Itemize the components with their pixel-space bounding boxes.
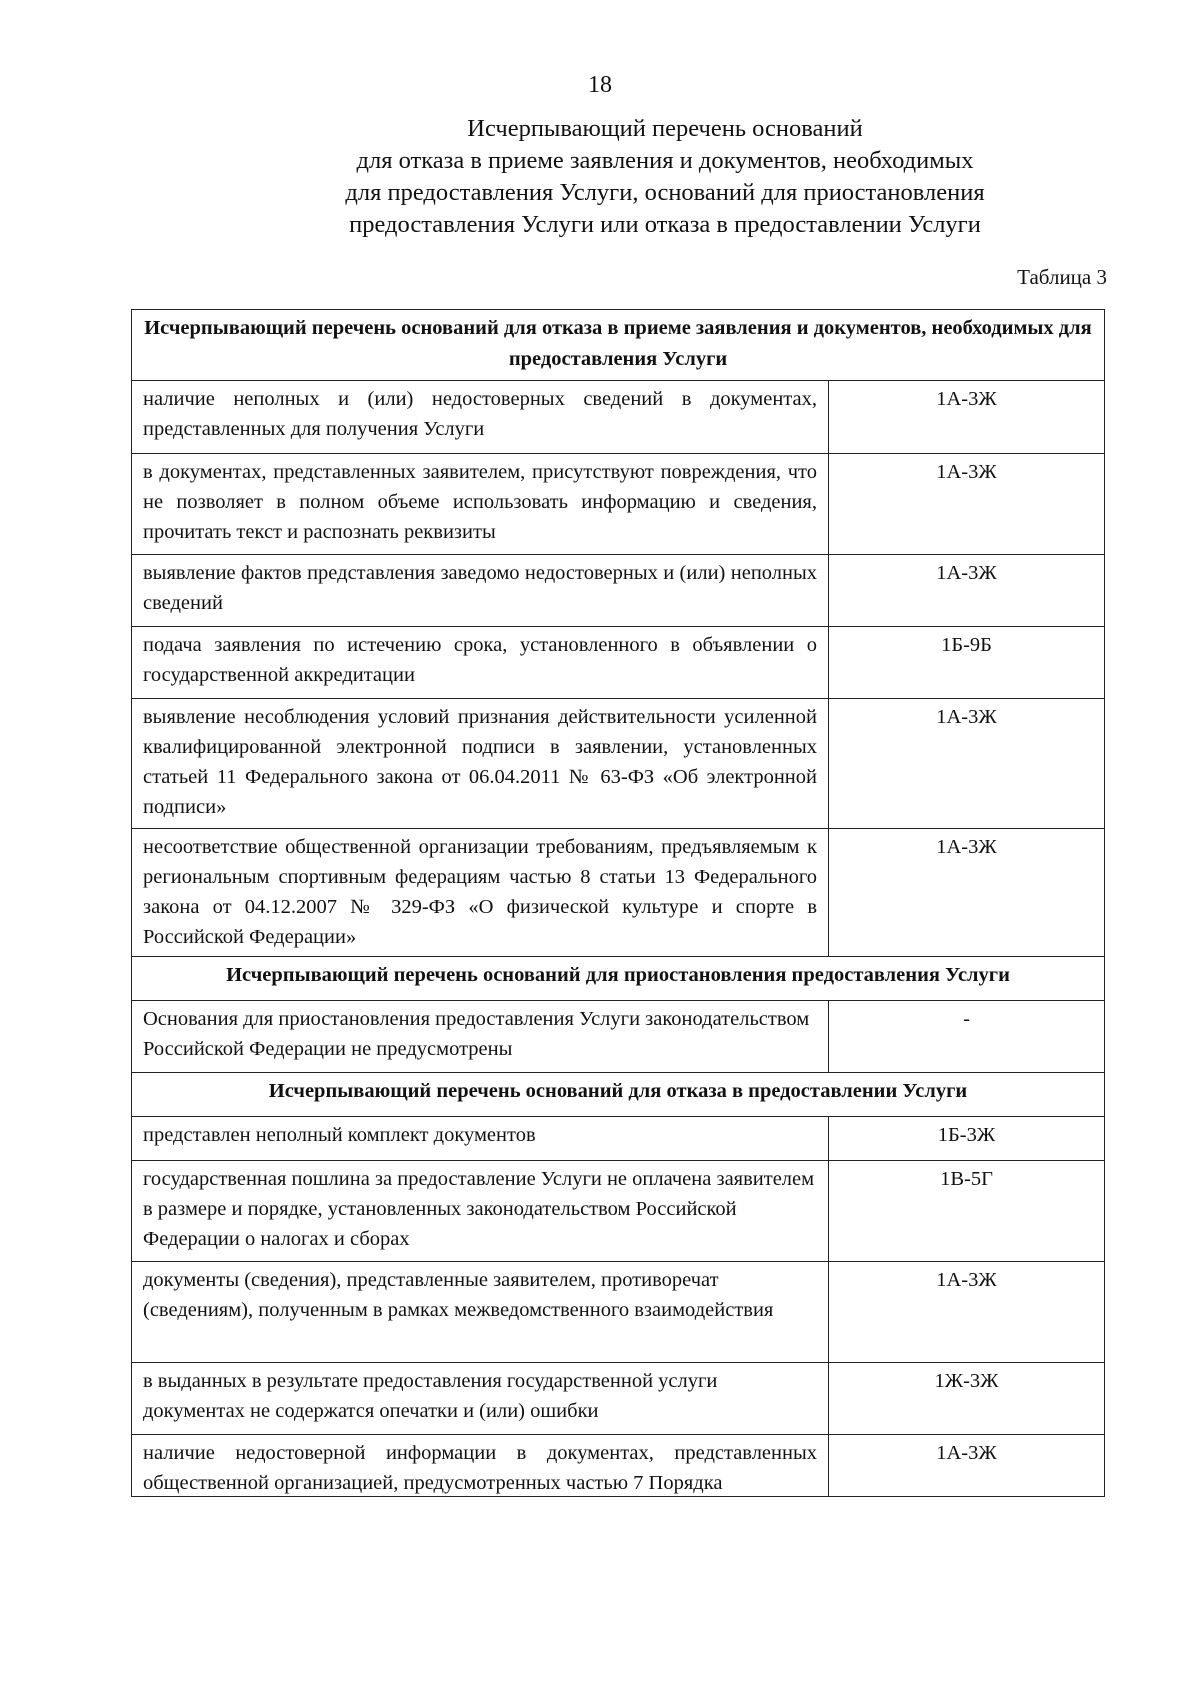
section-heading-row [132, 957, 1105, 1001]
grounds-table [131, 309, 1105, 1497]
code-cell: 1А-3Ж [829, 1435, 1105, 1497]
title-line: Исчерпывающий перечень оснований [467, 115, 863, 142]
table-row [132, 699, 1105, 829]
section-heading: Исчерпывающий перечень оснований для отказа в приеме заявления и документов, необходимых для предоставления Услуги [132, 310, 1105, 381]
reason-cell [132, 1435, 829, 1497]
reason-cell: документы (сведения), представленные заявителем, противоречат (сведениям), полученным в рамках межведомственного взаимодействия [132, 1262, 829, 1363]
reason-cell: наличие неполных и (или) недостоверных сведений в документах, представленных для получения Услуги [132, 381, 829, 454]
code-cell: 1Б-3Ж [829, 1117, 1105, 1161]
title-line: предоставления Услуги или отказа в предоставлении Услуги [349, 211, 981, 238]
table-row [132, 555, 1105, 627]
section-heading-row [132, 1073, 1105, 1117]
title-line: для отказа в приеме заявления и документов, необходимых [356, 147, 974, 174]
code-cell: 1А-3Ж [829, 1262, 1105, 1363]
table-label: Таблица 3 [1017, 265, 1107, 289]
reason-cell: Основания для приостановления предоставления Услуги законодательством Российской Федерации не предусмотрены [132, 1001, 829, 1073]
code-cell: 1А-3Ж [829, 555, 1105, 627]
page-number: 18 [588, 72, 612, 98]
table-row [132, 1001, 1105, 1073]
section-heading: Исчерпывающий перечень оснований для приостановления предоставления Услуги [132, 957, 1105, 1001]
code-cell: - [829, 1001, 1105, 1073]
table-row [132, 1435, 1105, 1497]
code-cell: 1Ж-3Ж [829, 1363, 1105, 1435]
reason-cell: представлен неполный комплект документов [132, 1117, 829, 1161]
reason-cell: в документах, представленных заявителем, присутствуют повреждения, что не позволяет в полном объеме использовать информацию и сведения, прочитать текст и распознать реквизиты [132, 454, 829, 555]
table-row [132, 1262, 1105, 1363]
table-row [132, 1161, 1105, 1262]
code-cell: 1А-3Ж [829, 381, 1105, 454]
code-cell: 1А-3Ж [829, 829, 1105, 957]
code-cell: 1В-5Г [829, 1161, 1105, 1262]
reason-cell: подача заявления по истечению срока, установленного в объявлении о государственной аккредитации [132, 627, 829, 699]
code-cell: 1А-3Ж [829, 699, 1105, 829]
section-heading-row [132, 310, 1105, 381]
document-title [230, 113, 1100, 241]
reason-cell: государственная пошлина за предоставление Услуги не оплачена заявителем в размере и порядке, установленных законодательством Российской Федерации о налогах и сборах [132, 1161, 829, 1262]
table-row [132, 829, 1105, 957]
reason-cell: в выданных в результате предоставления государственной услуги документах не содержатся опечатки и (или) ошибки [132, 1363, 829, 1435]
reason-text-clipped: наличие недостоверной информации в документах, представленных общественной организацией, предусмотренных частью 7 Порядка [143, 1442, 817, 1494]
title-line: для предоставления Услуги, оснований для приостановления [345, 179, 985, 206]
table-row [132, 1117, 1105, 1161]
table-row [132, 381, 1105, 454]
table-row [132, 627, 1105, 699]
code-cell: 1Б-9Б [829, 627, 1105, 699]
section-heading: Исчерпывающий перечень оснований для отказа в предоставлении Услуги [132, 1073, 1105, 1117]
table-row [132, 454, 1105, 555]
reason-cell: выявление фактов представления заведомо недостоверных и (или) неполных сведений [132, 555, 829, 627]
table-row [132, 1363, 1105, 1435]
code-cell: 1А-3Ж [829, 454, 1105, 555]
reason-cell: выявление несоблюдения условий признания действительности усиленной квалифицированной электронной подписи в заявлении, установленных статьей 11 Федерального закона от 06.04.2011 № 63-ФЗ «Об электронной подписи» [132, 699, 829, 829]
reason-cell: несоответствие общественной организации требованиям, предъявляемым к региональным спортивным федерациям частью 8 статьи 13 Федерального закона от 04.12.2007 № 329-ФЗ «О физической культуре и спорте в Российской Федерации» [132, 829, 829, 957]
